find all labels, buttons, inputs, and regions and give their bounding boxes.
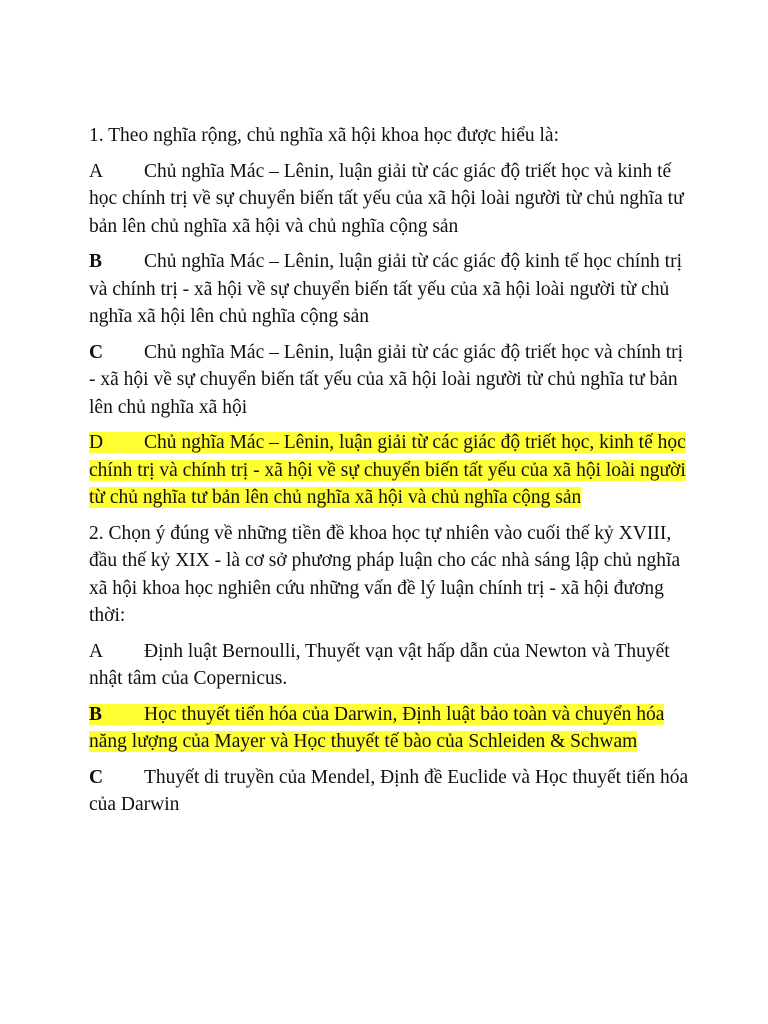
question-2-label: 2. Chọn ý đúng về những tiền đề khoa học tự nhiên vào cuối thế kỷ XVIII, đầu thế kỷ XIX - là cơ sở phương pháp luận cho các nhà sáng lập chủ nghĩa xã hội khoa học nghiên cứu những vấn đề lý luận chính trị - xã hội đương thời: [89,522,681,626]
option-text: Chủ nghĩa Mác – Lênin, luận giải từ các giác độ triết học và chính trị - xã hội về sự chuyển biến tất yếu của xã hội loài người từ chủ nghĩa tư bản lên chủ nghĩa xã hội [89,341,684,418]
question-2-option-a [89,638,689,693]
question-1-text [89,122,689,150]
option-text: Chủ nghĩa Mác – Lênin, luận giải từ các giác độ kinh tế học chính trị và chính trị - xã hội về sự chuyển biến tất yếu của xã hội loài người từ chủ nghĩa xã hội lên chủ nghĩa cộng sản [89,251,683,327]
question-2-option-c [89,764,689,819]
option-text: Chủ nghĩa Mác – Lênin, luận giải từ các giác độ triết học và kinh tế học chính trị về sự chuyển biến tất yếu của xã hội loài người từ chủ nghĩa tư bản lên chủ nghĩa xã hội và chủ nghĩa cộng sản [89,160,684,237]
question-1-option-b [89,248,689,331]
question-1-option-c [89,339,689,422]
question-1-option-a [89,158,689,241]
option-letter: C [89,766,104,788]
document-body [89,122,689,827]
question-1-option-d-correct [89,429,689,512]
option-letter: B [89,251,103,272]
question-2-option-b-correct [89,701,689,756]
option-letter: A [89,160,104,182]
option-letter: B [89,703,103,725]
option-text: Thuyết di truyền của Mendel, Định đề Euclide và Học thuyết tiến hóa của Darwin [89,766,689,815]
option-letter: C [89,341,104,363]
option-letter: A [89,640,104,662]
option-text: Định luật Bernoulli, Thuyết vạn vật hấp dẫn của Newton và Thuyết nhật tâm của Copernicus. [89,640,670,689]
option-letter: D [89,432,104,453]
option-text: Học thuyết tiến hóa của Darwin, Định luật bảo toàn và chuyển hóa năng lượng của Mayer và Học thuyết tế bào của Schleiden & Schwam [89,703,665,752]
option-text: Chủ nghĩa Mác – Lênin, luận giải từ các giác độ triết học, kinh tế học chính trị và chính trị - xã hội về sự chuyển biến tất yếu của xã hội loài người từ chủ nghĩa tư bản lên chủ nghĩa xã hội và chủ nghĩa cộng sản [89,432,686,508]
question-1-label: 1. Theo nghĩa rộng, chủ nghĩa xã hội khoa học được hiểu là: [89,125,559,146]
question-2-text [89,520,689,630]
